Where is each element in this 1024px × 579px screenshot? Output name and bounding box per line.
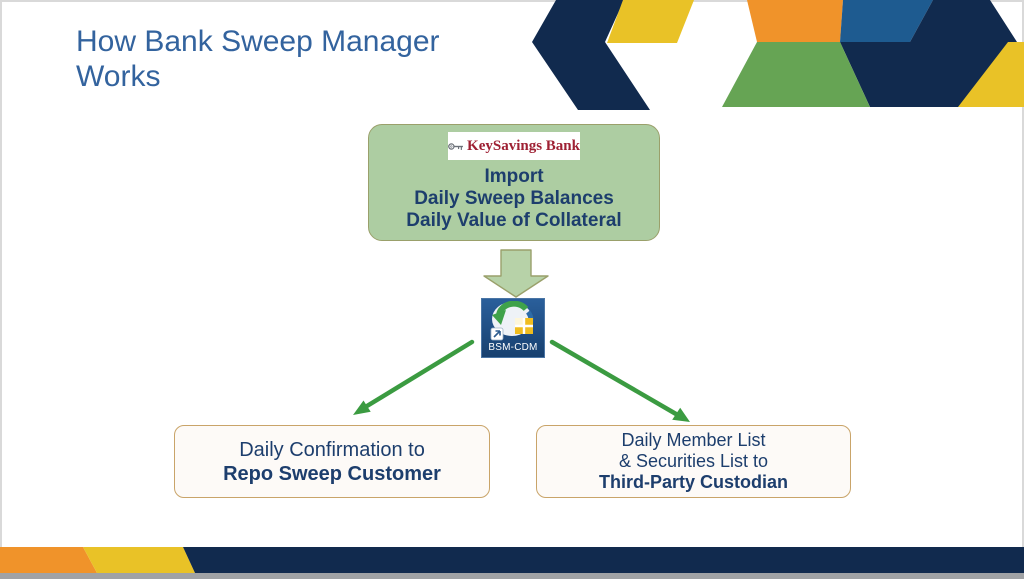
bank-node-line-1: Import — [484, 166, 544, 187]
top-right-decoration — [520, 0, 1024, 112]
page-title — [76, 24, 516, 94]
repo-node-line-2: Repo Sweep Customer — [223, 462, 441, 485]
title-line-1: How Bank Sweep Manager — [76, 25, 440, 58]
title-line-2: Works — [76, 60, 161, 93]
bottom-decoration-bar — [0, 547, 1024, 573]
custodian-node — [536, 425, 851, 498]
app-icon-label: BSM-CDM — [488, 342, 538, 353]
bank-node-line-3: Daily Value of Collateral — [406, 210, 622, 231]
custodian-node-line-1: Daily Member List — [621, 430, 766, 450]
keysavings-bank-logo — [448, 132, 580, 160]
down-block-arrow — [483, 249, 549, 299]
custodian-node-line-3: Third-Party Custodian — [598, 472, 788, 492]
repo-node-line-1: Daily Confirmation to — [239, 438, 425, 461]
arrow-to-custodian — [552, 342, 690, 422]
bank-node-line-2: Daily Sweep Balances — [414, 188, 614, 209]
keysavings-bank-label: KeySavings Bank — [467, 137, 580, 154]
window-bottom-edge — [0, 573, 1024, 579]
flow-arrows — [330, 330, 710, 426]
arrow-to-repo-customer — [353, 342, 472, 415]
key-icon — [448, 139, 464, 154]
bank-node-text — [369, 166, 659, 232]
repo-customer-node — [174, 425, 490, 498]
bank-import-node — [368, 124, 660, 241]
custodian-node-line-2: & Securities List to — [618, 451, 769, 471]
